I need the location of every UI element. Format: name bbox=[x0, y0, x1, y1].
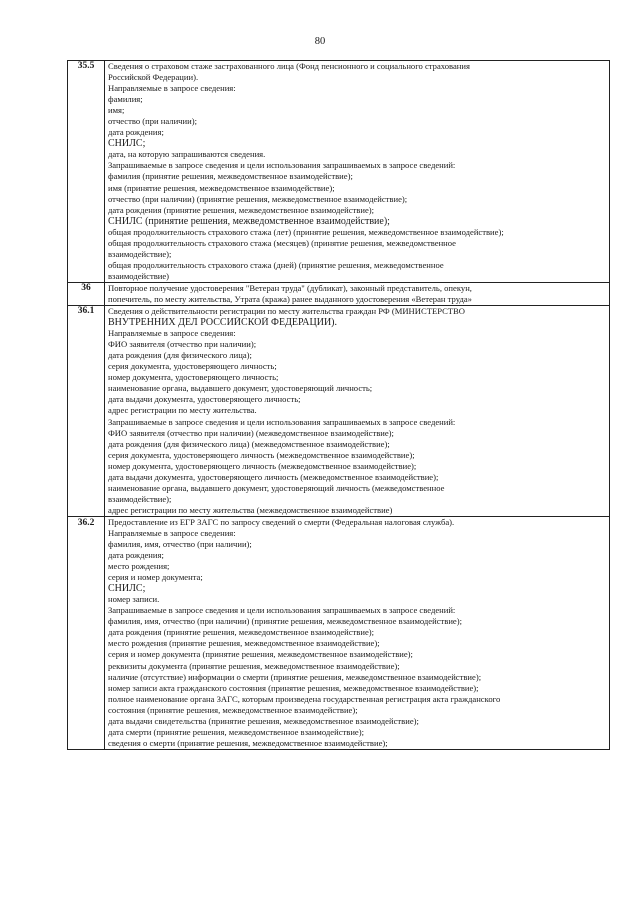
content-line: фамилия; bbox=[108, 94, 143, 105]
content-line: СНИЛС; bbox=[108, 583, 146, 595]
content-line: отчество (при наличии) (принятие решения, межведомственное взаимодействие); bbox=[108, 193, 408, 204]
content-line: имя (принятие решения, межведомственное взаимодействие); bbox=[108, 182, 335, 193]
content-line: ФИО заявителя (отчество при наличии); bbox=[108, 339, 257, 350]
content-line: Сведения о действительности регистрации по месту жительства граждан РФ (МИНИСТЕРСТВО bbox=[108, 306, 465, 317]
content-line: отчество (при наличии); bbox=[108, 116, 197, 127]
content-line: дата рождения; bbox=[108, 550, 164, 561]
content-line: адрес регистрации по месту жительства. bbox=[108, 405, 257, 416]
content-line: серия и номер документа (принятие решения, межведомственное взаимодействие); bbox=[108, 649, 413, 660]
content-line: общая продолжительность страхового стажа (дней) (принятие решения, межведомственное bbox=[108, 259, 444, 270]
row-content bbox=[105, 282, 610, 305]
content-line: дата выдачи документа, удостоверяющего личность; bbox=[108, 394, 301, 405]
content-line: наименование органа, выдавшего документ, удостоверяющий личность; bbox=[108, 383, 373, 394]
content-line: общая продолжительность страхового стажа (лет) (принятие решения, межведомственное взаимодействие); bbox=[108, 226, 504, 237]
content-line: дата рождения (для физического лица) (межведомственное взаимодействие); bbox=[108, 438, 390, 449]
services-table bbox=[67, 60, 610, 750]
table-row bbox=[68, 516, 610, 749]
content-line: дата выдачи свидетельства (принятие решения, межведомственное взаимодействие); bbox=[108, 715, 419, 726]
content-line: СНИЛС (принятие решения, межведомственное взаимодействие); bbox=[108, 215, 390, 227]
content-line: серия документа, удостоверяющего личность (межведомственное взаимодействие); bbox=[108, 449, 415, 460]
content-line: взаимодействие); bbox=[108, 248, 172, 259]
row-number: 35.5 bbox=[68, 61, 105, 283]
content-line: Направляемые в запросе сведения: bbox=[108, 83, 236, 94]
content-line: место рождения; bbox=[108, 561, 170, 572]
content-line: СНИЛС; bbox=[108, 138, 146, 150]
content-line: попечитель, по месту жительства, Утрата (кража) ранее выданного удостоверения «Ветеран труда» bbox=[108, 293, 472, 304]
page-number: 80 bbox=[314, 36, 326, 47]
content-line: полное наименование органа ЗАГС, которым произведена государственная регистрация акта гражданского bbox=[108, 693, 501, 704]
content-line: номер записи акта гражданского состояния (принятие решения, межведомственное взаимодействие); bbox=[108, 682, 479, 693]
content-line: Сведения о страховом стаже застрахованного лица (Фонд пенсионного и социального страхования bbox=[108, 61, 470, 71]
content-line: серия и номер документа; bbox=[108, 572, 203, 583]
content-line: Запрашиваемые в запросе сведения и цели использования запрашиваемых в запросе сведений: bbox=[108, 416, 456, 427]
content-line: наличие (отсутствие) информации о смерти (принятие решения, межведомственное взаимодействие); bbox=[108, 671, 482, 682]
content-line: взаимодействие); bbox=[108, 493, 172, 504]
content-line: Запрашиваемые в запросе сведения и цели использования запрашиваемых в запросе сведений: bbox=[108, 605, 456, 616]
content-line: сведения о смерти (принятие решения, межведомственное взаимодействие); bbox=[108, 737, 388, 748]
content-line: Российской Федерации). bbox=[108, 72, 199, 83]
content-line: дата рождения (принятие решения, межведомственное взаимодействие); bbox=[108, 204, 375, 215]
content-line: дата рождения (принятие решения, межведомственное взаимодействие); bbox=[108, 627, 375, 638]
row-number: 36.1 bbox=[68, 306, 105, 517]
content-line: номер записи. bbox=[108, 594, 160, 605]
content-line: Предоставление из ЕГР ЗАГС по запросу сведений о смерти (Федеральная налоговая служба). bbox=[108, 516, 455, 527]
content-line: Направляемые в запросе сведения: bbox=[108, 328, 236, 339]
content-line: номер документа, удостоверяющего личность; bbox=[108, 372, 279, 383]
content-line: общая продолжительность страхового стажа (месяцев) (принятие решения, межведомственное bbox=[108, 237, 456, 248]
content-line: дата выдачи документа, удостоверяющего личность (межведомственное взаимодействие); bbox=[108, 471, 439, 482]
table-row bbox=[68, 306, 610, 517]
table-row bbox=[68, 282, 610, 305]
content-line: Повторное получение удостоверения "Ветеран труда" (дубликат), законный представитель, опекун, bbox=[108, 282, 472, 293]
content-line: дата, на которую запрашиваются сведения. bbox=[108, 149, 266, 160]
content-line: наименование органа, выдавшего документ, удостоверяющий личность (межведомственное bbox=[108, 482, 445, 493]
content-line: имя; bbox=[108, 105, 125, 116]
content-line: Запрашиваемые в запросе сведения и цели использования запрашиваемых в запросе сведений: bbox=[108, 160, 456, 171]
content-line: реквизиты документа (принятие решения, межведомственное взаимодействие); bbox=[108, 660, 400, 671]
row-number: 36.2 bbox=[68, 516, 105, 749]
content-line: фамилия, имя, отчество (при наличии); bbox=[108, 539, 252, 550]
row-content bbox=[105, 306, 610, 517]
content-line: ФИО заявителя (отчество при наличии) (межведомственное взаимодействие); bbox=[108, 427, 394, 438]
content-line: фамилия, имя, отчество (при наличии) (принятие решения, межведомственное взаимодействие); bbox=[108, 616, 463, 627]
content-line: взаимодействие) bbox=[108, 270, 170, 281]
row-content bbox=[105, 516, 610, 749]
content-line: серия документа, удостоверяющего личность; bbox=[108, 361, 277, 372]
content-line: адрес регистрации по месту жительства (межведомственное взаимодействие) bbox=[108, 504, 393, 515]
content-line: номер документа, удостоверяющего личность (межведомственное взаимодействие); bbox=[108, 460, 417, 471]
row-content bbox=[105, 61, 610, 283]
content-line: фамилия (принятие решения, межведомственное взаимодействие); bbox=[108, 171, 353, 182]
content-line: состояния (принятие решения, межведомственное взаимодействие); bbox=[108, 704, 358, 715]
content-line: Направляемые в запросе сведения: bbox=[108, 527, 236, 538]
content-line: дата смерти (принятие решения, межведомственное взаимодействие); bbox=[108, 726, 364, 737]
content-line: дата рождения (для физического лица); bbox=[108, 350, 252, 361]
content-line: дата рождения; bbox=[108, 127, 164, 138]
row-number: 36 bbox=[68, 282, 105, 305]
content-line: место рождения (принятие решения, межведомственное взаимодействие); bbox=[108, 638, 380, 649]
content-line: ВНУТРЕННИХ ДЕЛ РОССИЙСКОЙ ФЕДЕРАЦИИ). bbox=[108, 317, 337, 329]
table-row bbox=[68, 61, 610, 283]
